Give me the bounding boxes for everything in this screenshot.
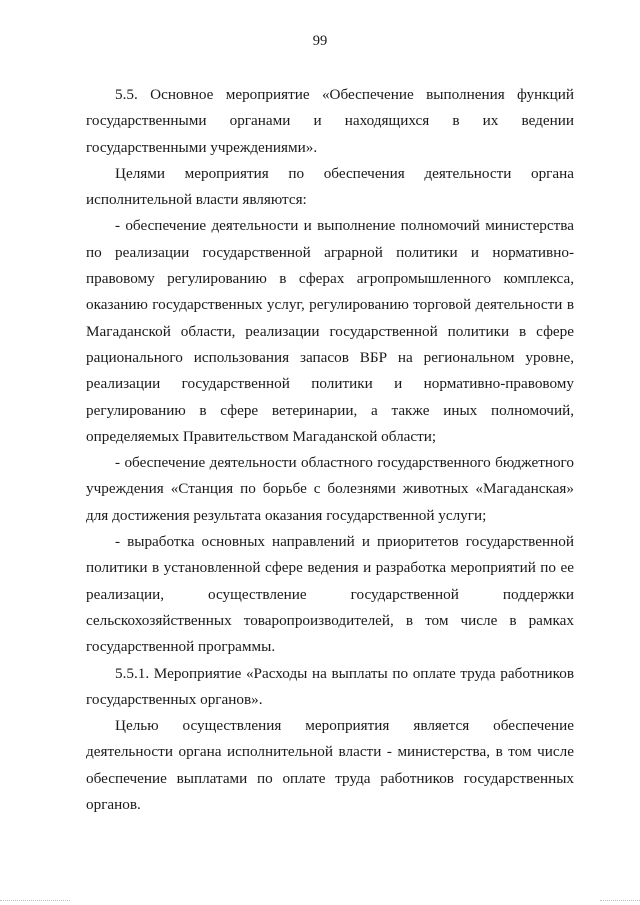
- paragraph-goal-ministry: - обеспечение деятельности и выполнение полномочий министерства по реализации государственной аграрной политики и нормативно-правовому регулированию в сферах агропромышленного комплекса, оказанию государственных услуг, регулированию торговой деятельности в Магаданской области, реализации государственной политики в сфере рационального использования запасов ВБР на региональном уровне, реализации государственной политики и нормативно-правовому регулированию в сфере ветеринарии, а также иных полномочий, определяемых Правительством Магаданской области;: [86, 217, 574, 445]
- scan-edge-mark-left: [0, 900, 70, 901]
- paragraph-subsection-goal: Целью осуществления мероприятия является обеспечение деятельности органа исполнительной власти - министерства, в том числе обеспечение выплатами по оплате труда работников государственных органов.: [86, 717, 574, 814]
- paragraph-goal-station: - обеспечение деятельности областного государственного бюджетного учреждения «Станция по борьбе с болезнями животных «Магаданская» для достижения результата оказания государственной услуги;: [86, 454, 574, 524]
- document-body: [86, 82, 574, 818]
- paragraph-section-heading: 5.5. Основное мероприятие «Обеспечение выполнения функций государственными органами и находящихся в их ведении государственными учреждениями».: [86, 86, 574, 156]
- paragraph-goal-policy: - выработка основных направлений и приоритетов государственной политики в установленной сфере ведения и разработка мероприятий по ее реализации, осуществление государственной поддержки сельскохозяйственных товаропроизводителей, в том числе в рамках государственной программы.: [86, 533, 574, 656]
- paragraph-goals-intro: Целями мероприятия по обеспечения деятельности органа исполнительной власти являются:: [86, 164, 574, 209]
- paragraph-subsection-heading: 5.5.1. Мероприятие «Расходы на выплаты по оплате труда работников государственных органов».: [86, 664, 574, 708]
- scan-edge-mark-right: [600, 900, 640, 901]
- page-number: 99: [312, 33, 328, 49]
